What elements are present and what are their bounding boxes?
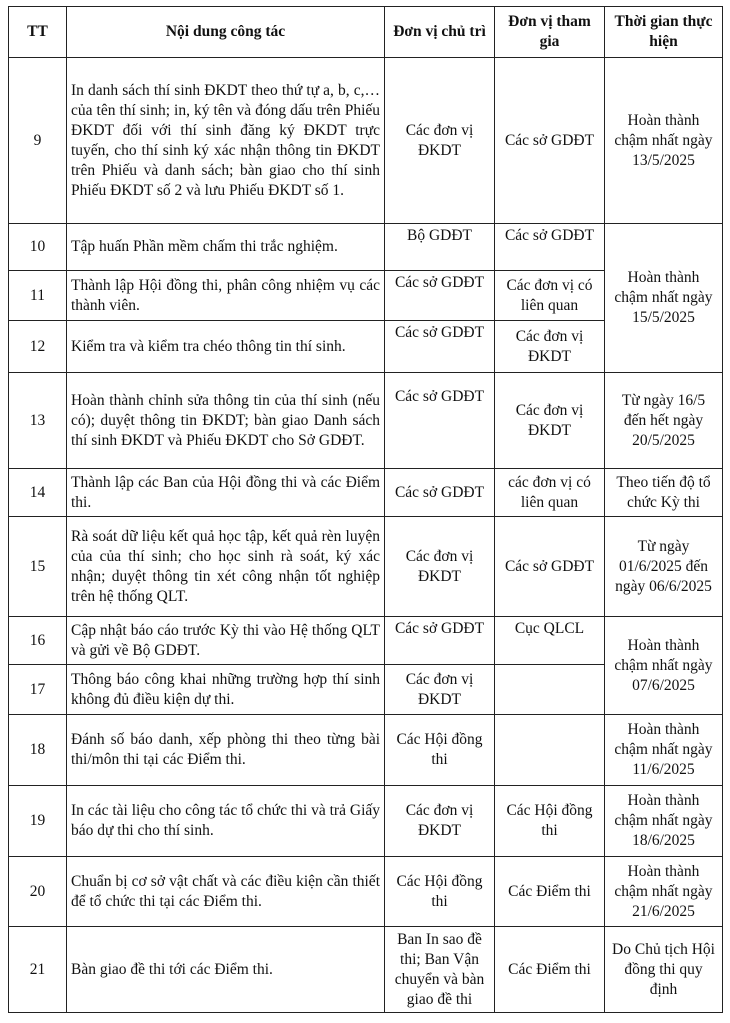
row-join-unit: Các Hội đồng thi: [495, 786, 605, 857]
row-lead-unit: Các sở GDĐT: [385, 373, 495, 469]
row-join-unit: [495, 665, 605, 715]
row-time: Hoàn thành chậm nhất ngày 18/6/2025: [605, 786, 723, 857]
table-row: [9, 617, 723, 665]
row-content: Hoàn thành chỉnh sửa thông tin của thí sinh (nếu có); duyệt thông tin ĐKDT; bàn giao Danh sách thí sinh ĐKDT và Phiếu ĐKDT cho Sở GDĐT.: [67, 373, 385, 469]
row-number: 11: [9, 271, 67, 321]
row-join-unit: Cục QLCL: [495, 617, 605, 665]
row-lead-unit: Các sở GDĐT: [385, 469, 495, 517]
row-content: Tập huấn Phần mềm chấm thi trắc nghiệm.: [67, 224, 385, 271]
row-lead-unit: Các Hội đồng thi: [385, 715, 495, 786]
header-join: Đơn vị tham gia: [495, 7, 605, 58]
row-number: 19: [9, 786, 67, 857]
row-lead-unit: Các đơn vị ĐKDT: [385, 665, 495, 715]
row-time: Theo tiến độ tổ chức Kỳ thi: [605, 469, 723, 517]
row-content: Chuẩn bị cơ sở vật chất và các điều kiện cần thiết để tổ chức thi tại các Điểm thi.: [67, 857, 385, 927]
row-time: Hoàn thành chậm nhất ngày 11/6/2025: [605, 715, 723, 786]
row-lead-unit: Các đơn vị ĐKDT: [385, 58, 495, 224]
table-row: [9, 927, 723, 1013]
header-time: Thời gian thực hiện: [605, 7, 723, 58]
row-lead-unit: Các sở GDĐT: [385, 271, 495, 321]
row-number: 12: [9, 321, 67, 373]
row-join-unit: Các sở GDĐT: [495, 224, 605, 271]
header-tt: TT: [9, 7, 67, 58]
row-time: Từ ngày 01/6/2025 đến ngày 06/6/2025: [605, 517, 723, 617]
row-content: Cập nhật báo cáo trước Kỳ thi vào Hệ thống QLT và gửi về Bộ GDĐT.: [67, 617, 385, 665]
row-number: 9: [9, 58, 67, 224]
row-content: Rà soát dữ liệu kết quả học tập, kết quả rèn luyện của của thí sinh; cho học sinh rà soát, ký xác nhận; duyệt thông tin xét công nhận tốt nghiệp trên hệ thống QLT.: [67, 517, 385, 617]
row-time: Hoàn thành chậm nhất ngày 13/5/2025: [605, 58, 723, 224]
row-join-unit: Các đơn vị ĐKDT: [495, 321, 605, 373]
table-row: [9, 786, 723, 857]
row-lead-unit: Các đơn vị ĐKDT: [385, 517, 495, 617]
row-content: In các tài liệu cho công tác tổ chức thi và trả Giấy báo dự thi cho thí sinh.: [67, 786, 385, 857]
table-row: [9, 58, 723, 224]
row-content: Đánh số báo danh, xếp phòng thi theo từng bài thi/môn thi tại các Điểm thi.: [67, 715, 385, 786]
row-time: Từ ngày 16/5 đến hết ngày 20/5/2025: [605, 373, 723, 469]
row-lead-unit: Các sở GDĐT: [385, 321, 495, 373]
row-content: Kiểm tra và kiểm tra chéo thông tin thí sinh.: [67, 321, 385, 373]
schedule-table: [8, 6, 723, 1013]
row-number: 20: [9, 857, 67, 927]
row-lead-unit: Bộ GDĐT: [385, 224, 495, 271]
row-join-unit: Các sở GDĐT: [495, 517, 605, 617]
row-content: In danh sách thí sinh ĐKDT theo thứ tự a, b, c,… của tên thí sinh; in, ký tên và đóng dấu trên Phiếu ĐKDT đối với thí sinh đăng ký ĐKDT trực tuyến, cho thí sinh ký xác nhận thông tin ĐKDT trên Phiếu và danh sách; bàn giao cho thí sinh Phiếu ĐKDT số 2 và lưu Phiếu ĐKDT số 1.: [67, 58, 385, 224]
row-join-unit: Các đơn vị có liên quan: [495, 271, 605, 321]
row-time: Do Chủ tịch Hội đồng thi quy định: [605, 927, 723, 1013]
row-content: Thành lập các Ban của Hội đồng thi và các Điểm thi.: [67, 469, 385, 517]
row-join-unit: Các Điểm thi: [495, 857, 605, 927]
row-number: 15: [9, 517, 67, 617]
row-join-unit: [495, 715, 605, 786]
row-content: Thành lập Hội đồng thi, phân công nhiệm vụ các thành viên.: [67, 271, 385, 321]
table-row: [9, 224, 723, 271]
row-join-unit: Các Điểm thi: [495, 927, 605, 1013]
row-time: Hoàn thành chậm nhất ngày 07/6/2025: [605, 617, 723, 715]
row-join-unit: Các đơn vị ĐKDT: [495, 373, 605, 469]
row-lead-unit: Các Hội đồng thi: [385, 857, 495, 927]
row-content: Thông báo công khai những trường hợp thí sinh không đủ điều kiện dự thi.: [67, 665, 385, 715]
table-row: [9, 373, 723, 469]
table-row: [9, 469, 723, 517]
row-lead-unit: Ban In sao đề thi; Ban Vận chuyển và bàn giao đề thi: [385, 927, 495, 1013]
row-content: Bàn giao đề thi tới các Điểm thi.: [67, 927, 385, 1013]
table-row: [9, 715, 723, 786]
header-content: Nội dung công tác: [67, 7, 385, 58]
table-row: [9, 857, 723, 927]
header-lead: Đơn vị chủ trì: [385, 7, 495, 58]
row-number: 14: [9, 469, 67, 517]
row-time: Hoàn thành chậm nhất ngày 15/5/2025: [605, 224, 723, 373]
row-number: 10: [9, 224, 67, 271]
row-number: 18: [9, 715, 67, 786]
row-lead-unit: Các sở GDĐT: [385, 617, 495, 665]
row-number: 17: [9, 665, 67, 715]
table-header-row: [9, 7, 723, 58]
row-number: 16: [9, 617, 67, 665]
row-join-unit: Các sở GDĐT: [495, 58, 605, 224]
row-number: 21: [9, 927, 67, 1013]
row-join-unit: các đơn vị có liên quan: [495, 469, 605, 517]
row-time: Hoàn thành chậm nhất ngày 21/6/2025: [605, 857, 723, 927]
row-lead-unit: Các đơn vị ĐKDT: [385, 786, 495, 857]
row-number: 13: [9, 373, 67, 469]
table-row: [9, 517, 723, 617]
